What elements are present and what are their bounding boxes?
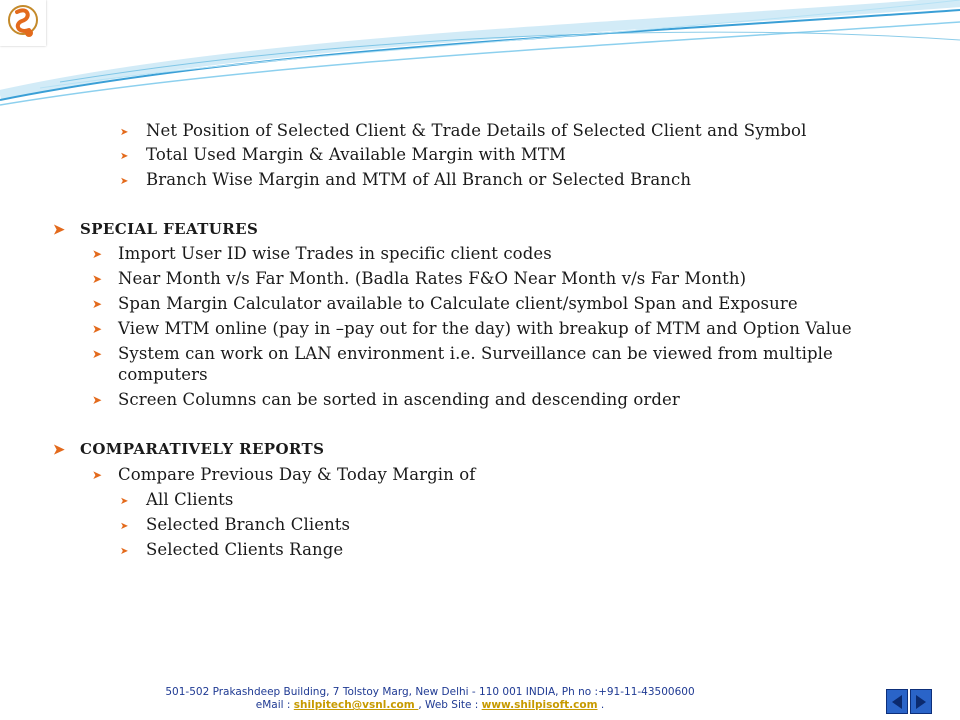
arrow-bullet-icon: ➤	[92, 393, 103, 407]
arrow-bullet-icon: ➤	[120, 546, 129, 557]
arrow-bullet-icon: ➤	[120, 496, 129, 507]
list-item: ➤ Branch Wise Margin and MTM of All Branch or Selected Branch	[146, 169, 691, 190]
list-item: ➤ View MTM online (pay in –pay out for the day) with breakup of MTM and Option Value	[92, 319, 852, 338]
arrow-bullet-icon: ➤	[53, 442, 66, 458]
list-item: ➤ Total Used Margin & Available Margin with MTM	[146, 144, 566, 165]
website-link[interactable]: www.shilpisoft.com	[481, 699, 598, 711]
list-item: ➤ Screen Columns can be sorted in ascending and descending order	[92, 390, 680, 409]
list-item: ➤ Compare Previous Day & Today Margin of	[92, 465, 476, 484]
arrow-bullet-icon: ➤	[120, 521, 129, 532]
arrow-bullet-icon: ➤	[92, 272, 103, 286]
arrow-bullet-icon: ➤	[92, 247, 103, 261]
list-item: ➤ Selected Clients Range	[146, 539, 343, 560]
arrow-bullet-icon: ➤	[120, 151, 129, 162]
list-item: ➤ Net Position of Selected Client & Trade Details of Selected Client and Symbol	[146, 120, 806, 141]
next-slide-button[interactable]	[910, 689, 932, 714]
arrow-bullet-icon: ➤	[120, 127, 129, 138]
section-heading-comparatively-reports: ➤ COMPARATIVELY REPORTS	[80, 439, 324, 460]
list-item: ➤ System can work on LAN environment i.e. Surveillance can be viewed from multiple computers	[92, 344, 833, 384]
previous-slide-icon	[890, 694, 904, 710]
arrow-bullet-icon: ➤	[53, 222, 66, 238]
arrow-bullet-icon: ➤	[120, 176, 129, 187]
footer-address: 501-502 Prakashdeep Building, 7 Tolstoy Marg, New Delhi - 110 001 INDIA, Ph no :+91-11-43500600	[165, 686, 695, 698]
list-item: ➤ Selected Branch Clients	[146, 514, 350, 535]
arrow-bullet-icon: ➤	[92, 322, 103, 336]
section-heading-special-features: ➤ SPECIAL FEATURES	[80, 219, 258, 240]
list-item: ➤ Near Month v/s Far Month. (Badla Rates F&O Near Month v/s Far Month)	[92, 269, 747, 288]
arrow-bullet-icon: ➤	[92, 347, 103, 361]
next-slide-icon	[914, 694, 928, 710]
footer-contact-line: eMail : shilpitech@vsnl.com , Web Site : www.shilpisoft.com .	[255, 699, 605, 711]
slide-navigation	[886, 689, 932, 714]
list-item: ➤ All Clients	[146, 489, 233, 510]
list-item: ➤ Span Margin Calculator available to Calculate client/symbol Span and Exposure	[92, 294, 798, 313]
email-link[interactable]: shilpitech@vsnl.com	[293, 699, 419, 711]
list-item: ➤ Import User ID wise Trades in specific client codes	[92, 244, 552, 263]
previous-slide-button[interactable]	[886, 689, 908, 714]
arrow-bullet-icon: ➤	[92, 297, 103, 311]
footer	[0, 686, 860, 712]
arrow-bullet-icon: ➤	[92, 468, 103, 482]
